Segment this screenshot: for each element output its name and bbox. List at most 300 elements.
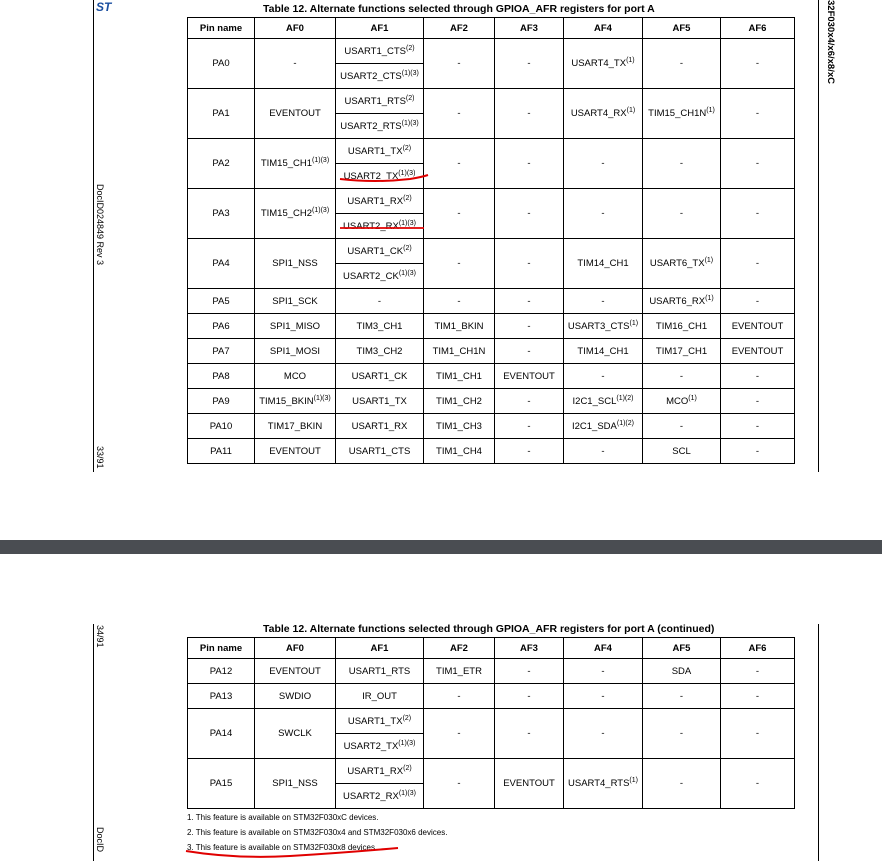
af2-cell: [424, 439, 495, 464]
af5-cell: [643, 684, 721, 709]
af1-cell: [336, 684, 424, 709]
cell-text: USART2_TX: [343, 171, 399, 183]
af3-cell: [495, 659, 564, 684]
cell-text: EVENTOUT: [731, 345, 784, 357]
cell-text: -: [755, 258, 760, 269]
af1-cell: [336, 39, 424, 64]
cell-text: TIM17_BKIN: [267, 420, 323, 432]
cell-text: USART1_TX: [347, 716, 403, 728]
column-header: AF0: [255, 18, 336, 39]
cell-text: -: [755, 728, 760, 739]
footnote-ref: (1)(3): [398, 169, 416, 177]
footnote-ref: (1)(3): [398, 739, 416, 747]
cell-text: -: [293, 58, 297, 69]
column-header: AF2: [424, 18, 495, 39]
af1-cell: [336, 289, 424, 314]
af3-cell: [495, 339, 564, 364]
af3-cell: [495, 189, 564, 239]
af1-cell: [336, 114, 424, 139]
pin-name-cell: [188, 139, 255, 189]
af0-cell: [255, 239, 336, 289]
af5-cell: [643, 139, 721, 189]
cell-text: TIM1_CH3: [436, 420, 482, 432]
cell-text: -: [527, 690, 531, 702]
cell-text: TIM15_BKIN: [259, 396, 314, 408]
cell-text: -: [377, 295, 382, 307]
af2-cell: [424, 239, 495, 289]
pin-name-cell: [188, 759, 255, 809]
af5-cell: [643, 389, 721, 414]
cell-text: PA1: [212, 108, 230, 119]
cell-text: TIM1_ETR: [436, 665, 482, 677]
page-34: [0, 554, 882, 861]
cell-text: -: [679, 370, 684, 382]
table-row: [188, 39, 795, 64]
cell-text: -: [755, 420, 760, 432]
af1-cell: [336, 439, 424, 464]
cell-text: SDA: [671, 665, 692, 677]
af4-cell: [564, 314, 643, 339]
cell-text: USART1_TX: [347, 146, 403, 158]
table-row: [188, 314, 795, 339]
footnote-ref: (2): [403, 244, 412, 252]
left-page-edge: [93, 0, 94, 472]
table-row: [188, 414, 795, 439]
cell-text: I2C1_SCL: [572, 396, 617, 408]
af5-cell: [643, 289, 721, 314]
table-row: [188, 389, 795, 414]
column-header: AF3: [495, 18, 564, 39]
cell-text: -: [457, 108, 461, 119]
af2-cell: [424, 89, 495, 139]
cell-text: PA8: [212, 370, 230, 382]
af0-cell: [255, 709, 336, 759]
cell-text: SPI1_MOSI: [269, 345, 321, 357]
pin-name-cell: [188, 709, 255, 759]
alternate-functions-table-continued: [187, 637, 795, 809]
cell-text: -: [457, 58, 461, 69]
table-row: [188, 659, 795, 684]
column-header: AF3: [495, 638, 564, 659]
cell-text: SWDIO: [278, 690, 312, 702]
footnote-ref: (2): [403, 764, 412, 772]
footnote-ref: (2): [405, 94, 415, 102]
af2-cell: [424, 414, 495, 439]
af4-cell: [564, 439, 643, 464]
af5-cell: [643, 709, 721, 759]
column-header: AF0: [255, 638, 336, 659]
left-page-edge: [93, 624, 94, 861]
footnote-ref: (1)(3): [398, 219, 416, 227]
af1-cell: [336, 709, 424, 734]
right-page-edge: [818, 624, 819, 861]
af3-cell: [495, 364, 564, 389]
footnote-ref: (1)(3): [313, 394, 331, 402]
cell-text: -: [679, 690, 684, 702]
af6-cell: [721, 239, 795, 289]
pin-name-cell: [188, 89, 255, 139]
column-header: AF2: [424, 638, 495, 659]
table-row: [188, 139, 795, 164]
pin-name-cell: [188, 414, 255, 439]
af2-cell: [424, 364, 495, 389]
footnote-ref: (1): [688, 394, 697, 402]
cell-text: -: [755, 778, 760, 789]
af3-cell: [495, 89, 564, 139]
af4-cell: [564, 89, 643, 139]
cell-text: PA4: [212, 258, 230, 269]
footnote-ref: (1)(2): [616, 419, 634, 427]
cell-text: TIM15_CH2: [260, 208, 313, 220]
table-caption: Table 12. Alternate functions selected through GPIOA_AFR registers for port A: [263, 3, 655, 15]
column-header: AF1: [336, 18, 424, 39]
af5-cell: [643, 439, 721, 464]
af0-cell: [255, 439, 336, 464]
af1-cell: [336, 759, 424, 784]
footnote-ref: (1): [626, 57, 635, 65]
footnote-ref: (2): [402, 714, 412, 722]
footnote-ref: (1)(3): [312, 207, 330, 215]
footnotes: [187, 810, 447, 855]
af1-cell: [336, 89, 424, 114]
cell-text: PA5: [212, 295, 230, 307]
page-number: 33/91: [95, 446, 105, 469]
af6-cell: [721, 709, 795, 759]
cell-text: EVENTOUT: [731, 320, 784, 332]
cell-text: USART1_RTS: [344, 96, 406, 108]
pin-name-cell: [188, 684, 255, 709]
cell-text: PA13: [209, 690, 233, 702]
cell-text: PA12: [209, 665, 233, 677]
af6-cell: [721, 89, 795, 139]
af2-cell: [424, 189, 495, 239]
cell-text: -: [527, 320, 531, 332]
footnote-ref: (1): [704, 257, 714, 265]
table-row: [188, 684, 795, 709]
af4-cell: [564, 339, 643, 364]
af4-cell: [564, 189, 643, 239]
footnote-ref: (1)(2): [616, 394, 634, 402]
cell-text: IR_OUT: [362, 690, 397, 702]
cell-text: -: [755, 690, 760, 702]
cell-text: -: [679, 158, 684, 169]
af6-cell: [721, 414, 795, 439]
column-header: AF4: [564, 18, 643, 39]
cell-text: -: [755, 370, 760, 382]
af4-cell: [564, 39, 643, 89]
af5-cell: [643, 364, 721, 389]
cell-text: TIM1_CH2: [436, 395, 482, 407]
af0-cell: [255, 659, 336, 684]
af2-cell: [424, 709, 495, 759]
cell-text: USART4_RTS: [568, 778, 630, 790]
af5-cell: [643, 189, 721, 239]
af3-cell: [495, 39, 564, 89]
table-row: [188, 339, 795, 364]
cell-text: TIM1_BKIN: [434, 320, 484, 332]
pin-name-cell: [188, 439, 255, 464]
cell-text: USART3_CTS: [567, 321, 630, 333]
af0-cell: [255, 759, 336, 809]
cell-text: USART4_RX: [570, 108, 627, 120]
af1-cell: [336, 189, 424, 214]
af3-cell: [495, 239, 564, 289]
af6-cell: [721, 759, 795, 809]
footnote-3: 3. This feature is available on STM32F030x8 devices.: [187, 843, 378, 852]
af2-cell: [424, 759, 495, 809]
cell-text: USART2_CK: [343, 271, 399, 283]
cell-text: I2C1_SDA: [571, 421, 617, 433]
af6-cell: [721, 289, 795, 314]
column-header: AF5: [643, 638, 721, 659]
af0-cell: [255, 289, 336, 314]
table-row: [188, 289, 795, 314]
cell-text: -: [755, 208, 760, 219]
table-row: [188, 89, 795, 114]
af0-cell: [255, 39, 336, 89]
cell-text: MCO: [666, 396, 689, 408]
af2-cell: [424, 139, 495, 189]
cell-text: -: [457, 728, 461, 739]
cell-text: USART2_TX: [343, 741, 399, 753]
af5-cell: [643, 239, 721, 289]
cell-text: TIM15_CH1N: [648, 108, 707, 120]
af1-cell: [336, 784, 424, 809]
cell-text: PA9: [212, 395, 230, 407]
st-logo: ST: [96, 0, 112, 14]
cell-text: -: [457, 778, 461, 789]
af6-cell: [721, 139, 795, 189]
af0-cell: [255, 414, 336, 439]
af1-cell: [336, 64, 424, 89]
af2-cell: [424, 684, 495, 709]
af6-cell: [721, 659, 795, 684]
af2-cell: [424, 39, 495, 89]
pin-name-cell: [188, 314, 255, 339]
cell-text: PA0: [212, 58, 230, 69]
table-row: [188, 759, 795, 784]
cell-text: -: [601, 690, 605, 702]
af3-cell: [495, 684, 564, 709]
cell-text: -: [601, 665, 605, 677]
af2-cell: [424, 389, 495, 414]
footnote-ref: (2): [402, 144, 412, 152]
cell-text: EVENTOUT: [269, 108, 321, 119]
column-header: AF6: [721, 18, 795, 39]
af3-cell: [495, 414, 564, 439]
cell-text: TIM16_CH1: [655, 320, 708, 332]
pin-name-cell: [188, 239, 255, 289]
cell-text: EVENTOUT: [503, 370, 555, 382]
af5-cell: [643, 414, 721, 439]
af4-cell: [564, 759, 643, 809]
af3-cell: [495, 439, 564, 464]
right-page-edge: [818, 0, 819, 472]
cell-text: -: [457, 158, 461, 169]
cell-text: -: [755, 665, 760, 677]
af0-cell: [255, 339, 336, 364]
cell-text: TIM3_CH2: [356, 345, 403, 357]
af0-cell: [255, 364, 336, 389]
cell-text: USART1_CK: [347, 246, 404, 258]
af1-cell: [336, 164, 424, 189]
cell-text: -: [527, 728, 531, 739]
af2-cell: [424, 289, 495, 314]
column-header: AF6: [721, 638, 795, 659]
af4-cell: [564, 684, 643, 709]
footnote-ref: (1): [629, 777, 638, 785]
cell-text: -: [679, 420, 684, 432]
af1-cell: [336, 139, 424, 164]
cell-text: USART2_CTS: [340, 71, 402, 83]
af0-cell: [255, 389, 336, 414]
cell-text: -: [527, 208, 531, 219]
cell-text: -: [755, 58, 760, 69]
cell-text: USART1_CTS: [348, 445, 411, 457]
cell-text: -: [679, 728, 684, 739]
cell-text: EVENTOUT: [503, 778, 555, 789]
header-row: [188, 18, 795, 39]
cell-text: -: [527, 395, 531, 407]
cell-text: -: [601, 295, 605, 307]
alternate-functions-table: [187, 17, 795, 464]
cell-text: TIM15_CH1: [260, 158, 313, 170]
cell-text: USART1_CK: [351, 370, 408, 382]
cell-text: -: [457, 295, 461, 307]
cell-text: -: [527, 295, 531, 307]
af6-cell: [721, 339, 795, 364]
af6-cell: [721, 439, 795, 464]
cell-text: -: [527, 58, 531, 69]
table-row: [188, 239, 795, 264]
af2-cell: [424, 659, 495, 684]
cell-text: PA6: [212, 320, 230, 332]
af0-cell: [255, 189, 336, 239]
cell-text: -: [755, 395, 760, 407]
column-header: Pin name: [188, 638, 255, 659]
cell-text: TIM1_CH4: [436, 445, 482, 457]
cell-text: PA3: [212, 208, 230, 219]
doc-id-label: DocID: [95, 827, 105, 853]
footnote-1: 1. This feature is available on STM32F030xC devices.: [187, 813, 379, 822]
cell-text: USART1_RX: [347, 766, 404, 778]
header-row: [188, 638, 795, 659]
cell-text: -: [679, 208, 684, 219]
af5-cell: [643, 659, 721, 684]
af1-cell: [336, 214, 424, 239]
cell-text: SWCLK: [278, 728, 312, 739]
af6-cell: [721, 189, 795, 239]
cell-text: TIM14_CH1: [577, 258, 629, 269]
cell-text: USART2_RX: [343, 791, 399, 803]
af3-cell: [495, 759, 564, 809]
cell-text: SPI1_NSS: [272, 258, 318, 269]
af1-cell: [336, 364, 424, 389]
af1-cell: [336, 314, 424, 339]
cell-text: SCL: [672, 445, 691, 457]
af0-cell: [255, 314, 336, 339]
af3-cell: [495, 389, 564, 414]
cell-text: SPI1_MISO: [269, 320, 321, 332]
footnote-ref: (1): [705, 294, 714, 302]
cell-text: -: [601, 370, 605, 382]
cell-text: TIM1_CH1: [436, 370, 482, 382]
footnote-ref: (1)(3): [401, 119, 419, 127]
cell-text: USART1_TX: [352, 395, 407, 407]
cell-text: TIM3_CH1: [356, 320, 403, 332]
af4-cell: [564, 389, 643, 414]
af5-cell: [643, 314, 721, 339]
cell-text: -: [527, 420, 531, 432]
af4-cell: [564, 659, 643, 684]
cell-text: USART2_RX: [343, 221, 399, 233]
af0-cell: [255, 139, 336, 189]
footnote-ref: (1)(3): [398, 269, 416, 277]
doc-id-label: DocID024849 Rev 3: [95, 184, 105, 266]
af5-cell: [643, 339, 721, 364]
cell-text: -: [457, 258, 461, 269]
af6-cell: [721, 684, 795, 709]
cell-text: -: [527, 445, 531, 457]
cell-text: -: [755, 108, 760, 119]
footnote-ref: (1)(3): [398, 789, 416, 797]
cell-text: USART2_RTS: [340, 121, 402, 133]
cell-text: -: [527, 665, 531, 677]
table-row: [188, 364, 795, 389]
pin-name-cell: [188, 364, 255, 389]
cell-text: -: [601, 445, 605, 457]
af1-cell: [336, 414, 424, 439]
cell-text: PA7: [212, 345, 230, 357]
pin-name-cell: [188, 389, 255, 414]
af3-cell: [495, 289, 564, 314]
page-number: 34/91: [95, 625, 105, 648]
af4-cell: [564, 289, 643, 314]
cell-text: SPI1_NSS: [272, 778, 318, 789]
af4-cell: [564, 239, 643, 289]
column-header: AF1: [336, 638, 424, 659]
af6-cell: [721, 364, 795, 389]
af6-cell: [721, 39, 795, 89]
af1-cell: [336, 659, 424, 684]
af3-cell: [495, 139, 564, 189]
pin-name-cell: [188, 289, 255, 314]
footnote-ref: (2): [403, 194, 412, 202]
column-header: AF4: [564, 638, 643, 659]
cell-text: -: [457, 208, 461, 219]
af4-cell: [564, 139, 643, 189]
af4-cell: [564, 709, 643, 759]
page-separator: [0, 540, 882, 554]
footnote-ref: (1): [706, 107, 715, 115]
cell-text: -: [679, 778, 684, 789]
af1-cell: [336, 389, 424, 414]
cell-text: -: [755, 295, 760, 307]
column-header: AF5: [643, 18, 721, 39]
cell-text: PA10: [209, 420, 233, 432]
af3-cell: [495, 709, 564, 759]
af2-cell: [424, 339, 495, 364]
af1-cell: [336, 264, 424, 289]
footnote-2: 2. This feature is available on STM32F030x4 and STM32F030x6 devices.: [187, 828, 448, 837]
pin-name-cell: [188, 39, 255, 89]
cell-text: USART4_TX: [571, 58, 627, 70]
af1-cell: [336, 339, 424, 364]
footnote-ref: (1): [626, 107, 636, 115]
cell-text: PA2: [212, 158, 230, 169]
cell-text: -: [755, 158, 760, 169]
cell-text: -: [457, 690, 461, 702]
